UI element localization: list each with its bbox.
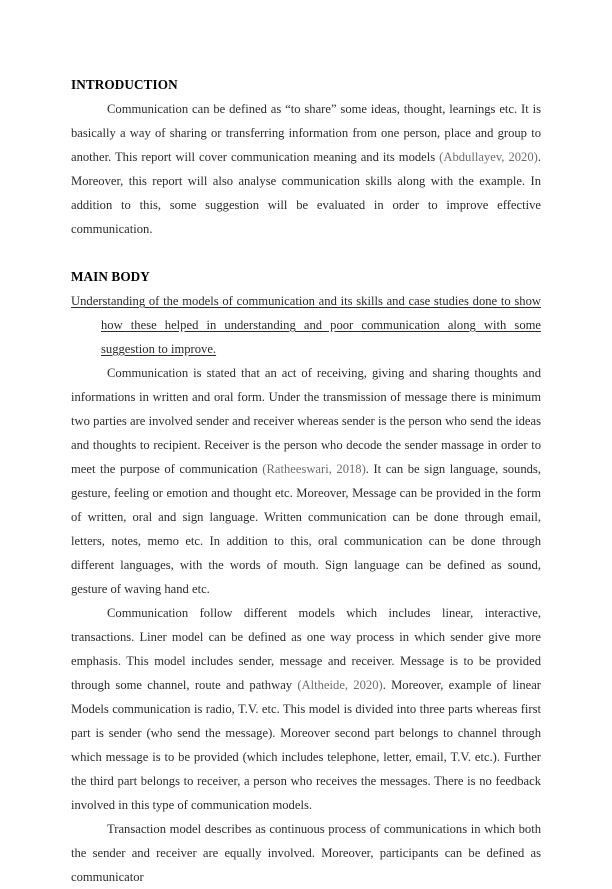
document-text-block	[71, 73, 541, 889]
paragraph-main-body-2: Communication follow different models which includes linear, interactive, transactions. Liner model can be defined as one way process in which sender give more emphasis. This model includes sender, message and receiver. Message is to be provided through some channel, route and pathway (Altheide, 2020). Moreover, example of linear Models communication is radio, T.V. etc. This model is divided into three parts whereas first part is sender (who send the message). Moreover second part belongs to channel through which message is to be provided (which includes telephone, letter, email, T.V. etc.). Further the third part belongs to receiver, a person who receives the messages. There is no feedback involved in this type of communication models.	[71, 606, 541, 812]
heading-main-body: MAIN BODY	[71, 269, 150, 284]
paragraph-main-body-1: Communication is stated that an act of receiving, giving and sharing thoughts and informations in written and oral form. Under the transmission of message there is minimum two parties are involved sender and receiver whereas sender is the person who send the ideas and thoughts to recipient. Receiver is the person who decode the sender massage in order to meet the purpose of communication (Ratheeswari, 2018). It can be sign language, sounds, gesture, feeling or emotion and thought etc. Moreover, Message can be provided in the form of written, oral and sign language. Written communication can be done through email, letters, notes, memo etc. In addition to this, oral communication can be done through different languages, with the words of mouth. Sign language can be defined as sound, gesture of waving hand etc.	[71, 366, 541, 596]
citation-reference: (Ratheeswari, 2018)	[262, 462, 366, 476]
subheading-underlined-text: Understanding of the models of communication and its skills and case studies done to show how these helped in understanding and poor communication along with some suggestion to improve.	[71, 294, 541, 356]
section-spacer	[71, 241, 541, 265]
citation-reference: (Abdullayev, 2020)	[439, 150, 538, 164]
heading-introduction: INTRODUCTION	[71, 77, 178, 92]
subheading-models-of-communication	[71, 289, 541, 361]
paragraph-main-body-3: Transaction model describes as continuous process of communications in which both the sender and receiver are equally involved. Moreover, participants can be defined as communicator	[71, 822, 541, 884]
paragraph-intro-1: Communication can be defined as “to share” some ideas, thought, learnings etc. It is basically a way of sharing or transferring information from one person, place and group to another. This report will cover communication meaning and its models (Abdullayev, 2020). Moreover, this report will also analyse communication skills along with the example. In addition to this, some suggestion will be evaluated in order to improve effective communication.	[71, 102, 541, 236]
citation-reference: (Altheide, 2020)	[297, 678, 383, 692]
